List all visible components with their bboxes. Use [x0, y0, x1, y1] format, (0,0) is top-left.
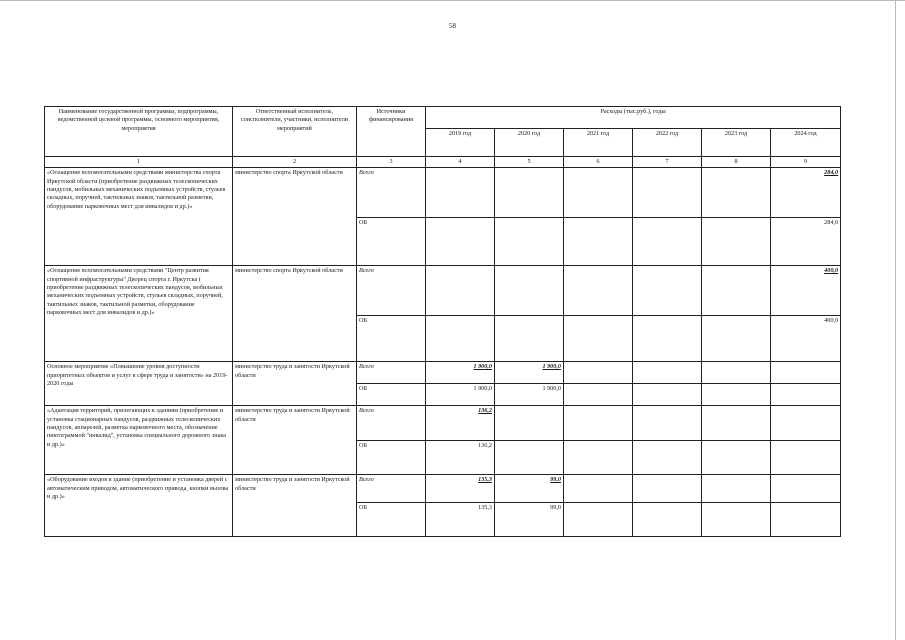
expense-value: 1 900,0 [426, 362, 495, 384]
expense-value [771, 441, 841, 475]
expense-value [771, 384, 841, 406]
expense-value: 135,3 [426, 475, 495, 503]
expense-value: 99,0 [495, 475, 564, 503]
expense-value [495, 316, 564, 362]
expense-value [495, 406, 564, 441]
scan-edge-line [0, 0, 905, 1]
header-year: 2021 год [564, 129, 633, 157]
header-sources: Источники финансирования [357, 107, 426, 157]
column-number: 5 [495, 157, 564, 168]
scan-edge-line [895, 0, 896, 640]
column-number: 3 [357, 157, 426, 168]
activity-name: «Оснащение вспомогательными средствами министерства спорта Иркутской области (приобретение раздвижных телескопических пандусов, мобильных механических подъемных устройств, стульев складных, поручней, тактильных знаков, тактильной разметки, оборудование парковочных мест для инвалидов и др.)» [45, 168, 233, 266]
expense-value [633, 168, 702, 218]
expense-value [495, 168, 564, 218]
expense-value [633, 406, 702, 441]
table-row [45, 362, 841, 384]
budget-table [44, 106, 841, 537]
expense-value [633, 362, 702, 384]
header-year: 2023 год [702, 129, 771, 157]
expense-value [633, 384, 702, 406]
expense-value [495, 266, 564, 316]
activity-name: «Оснащение вспомогательными средствами "Центр развития спортивной инфраструктуры" Дворец спорта г. Иркутска ( приобретение раздвижных телескопических пандусов, мобильных механических подъемных устройств, стульев складных, поручней, тактильных знаков, тактильной разметки, оборудование парковочных мест для инвалидов и др.)» [45, 266, 233, 362]
expense-value: 135,3 [426, 503, 495, 537]
expense-value [702, 316, 771, 362]
funding-source: Всего [357, 266, 426, 316]
funding-source: ОБ [357, 218, 426, 266]
expense-value [633, 316, 702, 362]
column-number: 9 [771, 157, 841, 168]
expense-value [564, 503, 633, 537]
header-executor: Ответственный исполнитель, соисполнители, участники, исполнители мероприятий [233, 107, 357, 157]
activity-executor: министерство труда и занятости Иркутской области [233, 362, 357, 406]
expense-value: 1 900,0 [426, 384, 495, 406]
table-row [45, 168, 841, 218]
activity-executor: министерство спорта Иркутской области [233, 266, 357, 362]
expense-value [702, 384, 771, 406]
expense-value: 400,0 [771, 316, 841, 362]
expense-value [633, 266, 702, 316]
funding-source: Всего [357, 362, 426, 384]
expense-value [702, 475, 771, 503]
page-number: 58 [449, 22, 456, 30]
expense-value [564, 218, 633, 266]
expense-value: 136,2 [426, 406, 495, 441]
expense-value: 136,2 [426, 441, 495, 475]
header-year: 2022 год [633, 129, 702, 157]
table-row [45, 475, 841, 503]
expense-value [633, 441, 702, 475]
column-number: 8 [702, 157, 771, 168]
header-year: 2020 год [495, 129, 564, 157]
expense-value [702, 441, 771, 475]
funding-source: ОБ [357, 316, 426, 362]
activity-name: Основное мероприятие «Повышение уровня доступности приоритетных объектов и услуг в сфере труда и занятости» на 2019-2020 годы [45, 362, 233, 406]
expense-value [771, 475, 841, 503]
activity-name: «Оборудование входов в здание (приобретение и установка дверей с автоматическим приводом, автоматического привода, кнопки вызова и др.)» [45, 475, 233, 537]
header-year: 2019 год [426, 129, 495, 157]
funding-source: ОБ [357, 441, 426, 475]
expense-value [633, 475, 702, 503]
column-number: 1 [45, 157, 233, 168]
column-number: 6 [564, 157, 633, 168]
table-row [45, 266, 841, 316]
column-number: 2 [233, 157, 357, 168]
expense-value [426, 266, 495, 316]
funding-source: Всего [357, 168, 426, 218]
expense-value [633, 503, 702, 537]
expense-value [633, 218, 702, 266]
expense-value: 284,0 [771, 218, 841, 266]
expense-value [702, 168, 771, 218]
activity-executor: министерство труда и занятости Иркутской области [233, 406, 357, 475]
expense-value [495, 441, 564, 475]
expense-value [771, 503, 841, 537]
header-name: Наименование государственной программы, подпрограммы, ведомственной целевой программы, основного мероприятия, мероприятия [45, 107, 233, 157]
expense-value [702, 218, 771, 266]
funding-source: Всего [357, 475, 426, 503]
expense-value [495, 218, 564, 266]
activity-name: «Адаптация территорий, прилегающих к зданиям (приобретение и установка стационарных пандусов, раздвижных телескопических пандусов, аппарелей, разметка парковочного места, обозначение пиктограммой "инвалид", установка специального дорожного знака и др.)» [45, 406, 233, 475]
header-year: 2024 год [771, 129, 841, 157]
expense-value [564, 475, 633, 503]
expense-value [771, 362, 841, 384]
activity-executor: министерство спорта Иркутской области [233, 168, 357, 266]
expense-value [702, 362, 771, 384]
expense-value [564, 362, 633, 384]
activity-executor: министерство труда и занятости Иркутской области [233, 475, 357, 537]
expense-value: 99,0 [495, 503, 564, 537]
expense-value: 284,0 [771, 168, 841, 218]
expense-value [702, 503, 771, 537]
expense-value: 400,0 [771, 266, 841, 316]
table-row [45, 406, 841, 441]
expense-value: 1 900,0 [495, 362, 564, 384]
expense-value [564, 406, 633, 441]
expense-value [426, 218, 495, 266]
expense-value [426, 168, 495, 218]
funding-source: ОБ [357, 384, 426, 406]
expense-value [702, 266, 771, 316]
expense-value [426, 316, 495, 362]
expense-value [564, 441, 633, 475]
column-number: 4 [426, 157, 495, 168]
expense-value [564, 384, 633, 406]
expense-value [564, 266, 633, 316]
funding-source: Всего [357, 406, 426, 441]
expense-value [702, 406, 771, 441]
expense-value: 1 900,0 [495, 384, 564, 406]
expense-value [564, 316, 633, 362]
header-expenses: Расходы (тыс.руб.), годы [426, 107, 841, 129]
funding-source: ОБ [357, 503, 426, 537]
expense-value [564, 168, 633, 218]
column-number: 7 [633, 157, 702, 168]
expense-value [771, 406, 841, 441]
